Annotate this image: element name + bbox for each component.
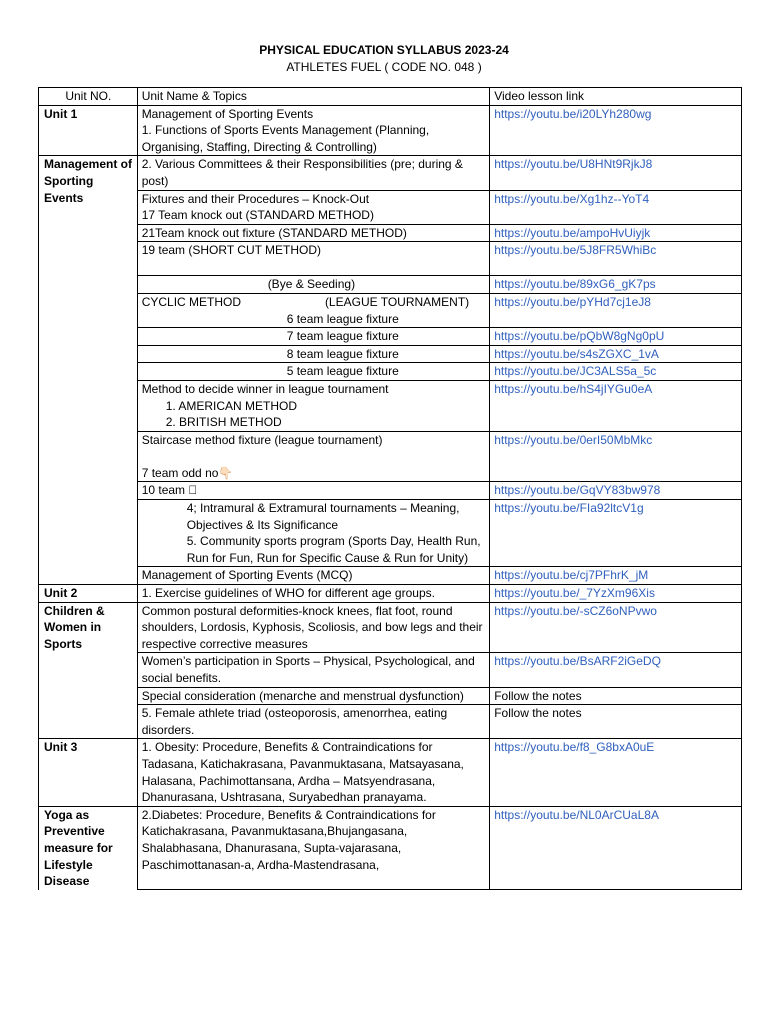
table-row [39, 500, 742, 567]
link-cell [490, 567, 742, 585]
topic-cell [137, 328, 490, 346]
video-link[interactable]: https://youtu.be/s4sZGXC_1vA [494, 346, 659, 361]
link-cell [490, 105, 742, 156]
table-row [39, 653, 742, 687]
video-link[interactable]: https://youtu.be/GqVY83bw978 [494, 483, 661, 498]
link-cell [490, 380, 742, 431]
topic-cell [137, 345, 490, 363]
table-row [39, 242, 742, 276]
topic-text: 7 team odd no👇🏻 [141, 465, 234, 480]
link-cell [490, 276, 742, 294]
link-cell [490, 190, 742, 224]
topic-text: (Bye & Seeding) [267, 277, 356, 292]
topic-cell: 10 team 🏻 [137, 482, 490, 500]
notes-text: Follow the notes [494, 706, 582, 721]
list-item: 1. AMERICAN METHOD [165, 398, 298, 413]
table-row [39, 105, 742, 156]
topic-text: Staircase method fixture (league tournament) [141, 432, 383, 447]
topic-cell: Management of Sporting Events (MCQ) [137, 567, 490, 585]
topic-text: CYCLIC METHOD [141, 294, 242, 309]
list-item: 2. BRITISH METHOD [165, 415, 282, 430]
video-link[interactable]: https://youtu.be/U8HNt9RjkJ8 [494, 157, 653, 172]
column-header-link: Video lesson link [490, 88, 742, 106]
video-link[interactable]: https://youtu.be/i20LYh280wg [494, 106, 652, 121]
video-link[interactable]: https://youtu.be/5J8FR5WhiBc [494, 243, 657, 258]
column-header-unit: Unit NO. [39, 88, 138, 106]
topic-cell [137, 276, 490, 294]
column-header-topics: Unit Name & Topics [137, 88, 490, 106]
cyclic-method-heading [142, 294, 486, 311]
link-cell [490, 705, 742, 739]
topic-cell [137, 190, 490, 224]
table-row [39, 431, 742, 482]
topic-text: 17 Team knock out (STANDARD METHOD) [141, 208, 374, 223]
video-link[interactable]: https://youtu.be/f8_G8bxA0uE [494, 740, 655, 755]
topic-cell: 1. Obesity: Procedure, Benefits & Contraindications for Tadasana, Katichakrasana, Pavanmuktasana, Matsayasana, Halasana, Pachimottansana, Ardha – Matsyendrasana, Dhanurasana, Ushtrasana, Suryabedhan pranayama. [137, 739, 490, 806]
table-row [39, 567, 742, 585]
topic-text: 6 team league fixture [286, 311, 399, 326]
topic-cell [137, 363, 490, 381]
topic-cell: 1. Exercise guidelines of WHO for different age groups. [137, 585, 490, 603]
topic-cell: 2.Diabetes: Procedure, Benefits & Contraindications for Katichakrasana, Pavanmuktasana,Bhujangasana, Shalabhasana, Dhanurasana, Supta-vajarasana, Paschimottanasan-a, Ardha-Mastendrasana, [137, 806, 490, 889]
video-link[interactable]: https://youtu.be/0erI50MbMkc [494, 432, 653, 447]
table-row [39, 806, 742, 889]
topic-text: 5 team league fixture [286, 364, 399, 379]
link-cell [490, 585, 742, 603]
link-cell [490, 293, 742, 327]
unit-cell: Unit 1 [39, 105, 138, 156]
topic-text: 4; Intramural & Extramural tournaments – Meaning, Objectives & Its Significance [186, 501, 460, 532]
unit-cell: Management of Sporting Events [39, 156, 138, 585]
link-cell [490, 345, 742, 363]
video-link[interactable]: https://youtu.be/JC3ALS5a_5c [494, 364, 657, 379]
table-row [39, 585, 742, 603]
unit-cell: Unit 2 [39, 585, 138, 603]
topic-text: 1. Functions of Sports Events Management (Planning, Organising, Staffing, Directing & Controlling) [141, 123, 430, 154]
video-link[interactable]: https://youtu.be/ampoHvUiyjk [494, 225, 651, 240]
topic-text: 8 team league fixture [286, 346, 399, 361]
topic-text: 7 team league fixture [286, 329, 399, 344]
unit-cell: Unit 3 [39, 739, 138, 806]
topic-cell [137, 500, 490, 567]
table-row [39, 224, 742, 242]
topic-cell: 21Team knock out fixture (STANDARD METHOD) [137, 224, 490, 242]
topic-cell [137, 380, 490, 431]
topic-cell: Special consideration (menarche and menstrual dysfunction) [137, 687, 490, 705]
topic-cell: Common postural deformities-knock knees, flat foot, round shoulders, Lordosis, Kyphosis, Scoliosis, and bow legs and their respective corrective measures [137, 602, 490, 653]
video-link[interactable]: https://youtu.be/hS4jIYGu0eA [494, 381, 653, 396]
video-link[interactable]: https://youtu.be/pYHd7cj1eJ8 [494, 294, 651, 309]
video-link[interactable]: https://youtu.be/Xg1hz--YoT4 [494, 191, 650, 206]
topic-cell: 5. Female athlete triad (osteoporosis, amenorrhea, eating disorders. [137, 705, 490, 739]
video-link[interactable]: https://youtu.be/-sCZ6oNPvwo [494, 603, 657, 618]
table-row [39, 739, 742, 806]
video-link[interactable]: https://youtu.be/_7YzXm96Xis [494, 586, 655, 601]
video-link[interactable]: https://youtu.be/BsARF2iGeDQ [494, 654, 661, 669]
link-cell [490, 431, 742, 482]
topic-text: Fixtures and their Procedures – Knock-Out [141, 191, 370, 206]
link-cell [490, 653, 742, 687]
unit-cell: Children & Women in Sports [39, 602, 138, 739]
notes-text: Follow the notes [494, 688, 582, 703]
link-cell [490, 482, 742, 500]
topic-cell [137, 431, 490, 482]
table-row [39, 380, 742, 431]
topic-text: Method to decide winner in league tournament [141, 381, 389, 396]
video-link[interactable]: https://youtu.be/89xG6_gK7ps [494, 277, 656, 292]
table-row [39, 190, 742, 224]
table-row [39, 156, 742, 190]
topic-cell [137, 293, 490, 327]
page-title: PHYSICAL EDUCATION SYLLABUS 2023-24 [259, 43, 509, 57]
link-cell [490, 602, 742, 653]
topic-text: 5. Community sports program (Sports Day, Health Run, Run for Fun, Run for Specific Cause & Run for Unity) [186, 534, 481, 565]
link-cell [490, 156, 742, 190]
video-link[interactable]: https://youtu.be/pQbW8gNg0pU [494, 329, 665, 344]
spacer [142, 448, 486, 465]
table-row [39, 345, 742, 363]
table-header-row [39, 88, 742, 106]
table-row [39, 705, 742, 739]
table-row [39, 482, 742, 500]
table-row [39, 602, 742, 653]
link-cell [490, 328, 742, 346]
topic-cell: Women’s participation in Sports – Physical, Psychological, and social benefits. [137, 653, 490, 687]
link-cell [490, 363, 742, 381]
video-link[interactable]: https://youtu.be/FIa92ltcV1g [494, 501, 644, 516]
table-row [39, 293, 742, 327]
video-link[interactable]: https://youtu.be/NL0ArCUaL8A [494, 807, 659, 822]
table-row [39, 276, 742, 294]
syllabus-table [38, 87, 742, 890]
link-cell [490, 224, 742, 242]
topic-cell: 2. Various Committees & their Responsibilities (pre; during & post) [137, 156, 490, 190]
link-cell [490, 242, 742, 276]
table-row [39, 687, 742, 705]
topic-text: Management of Sporting Events [141, 106, 314, 121]
topic-cell: 19 team (SHORT CUT METHOD) [137, 242, 490, 276]
table-row [39, 363, 742, 381]
page-subtitle: ATHLETES FUEL ( CODE NO. 048 ) [286, 60, 482, 74]
link-cell [490, 739, 742, 806]
topic-cell [137, 105, 490, 156]
link-cell [490, 806, 742, 889]
topic-text: (LEAGUE TOURNAMENT) [324, 294, 470, 309]
link-cell [490, 500, 742, 567]
link-cell [490, 687, 742, 705]
unit-cell: Yoga as Preventive measure for Lifestyle Disease [39, 806, 138, 889]
table-row [39, 328, 742, 346]
video-link[interactable]: https://youtu.be/cj7PFhrK_jM [494, 568, 649, 583]
